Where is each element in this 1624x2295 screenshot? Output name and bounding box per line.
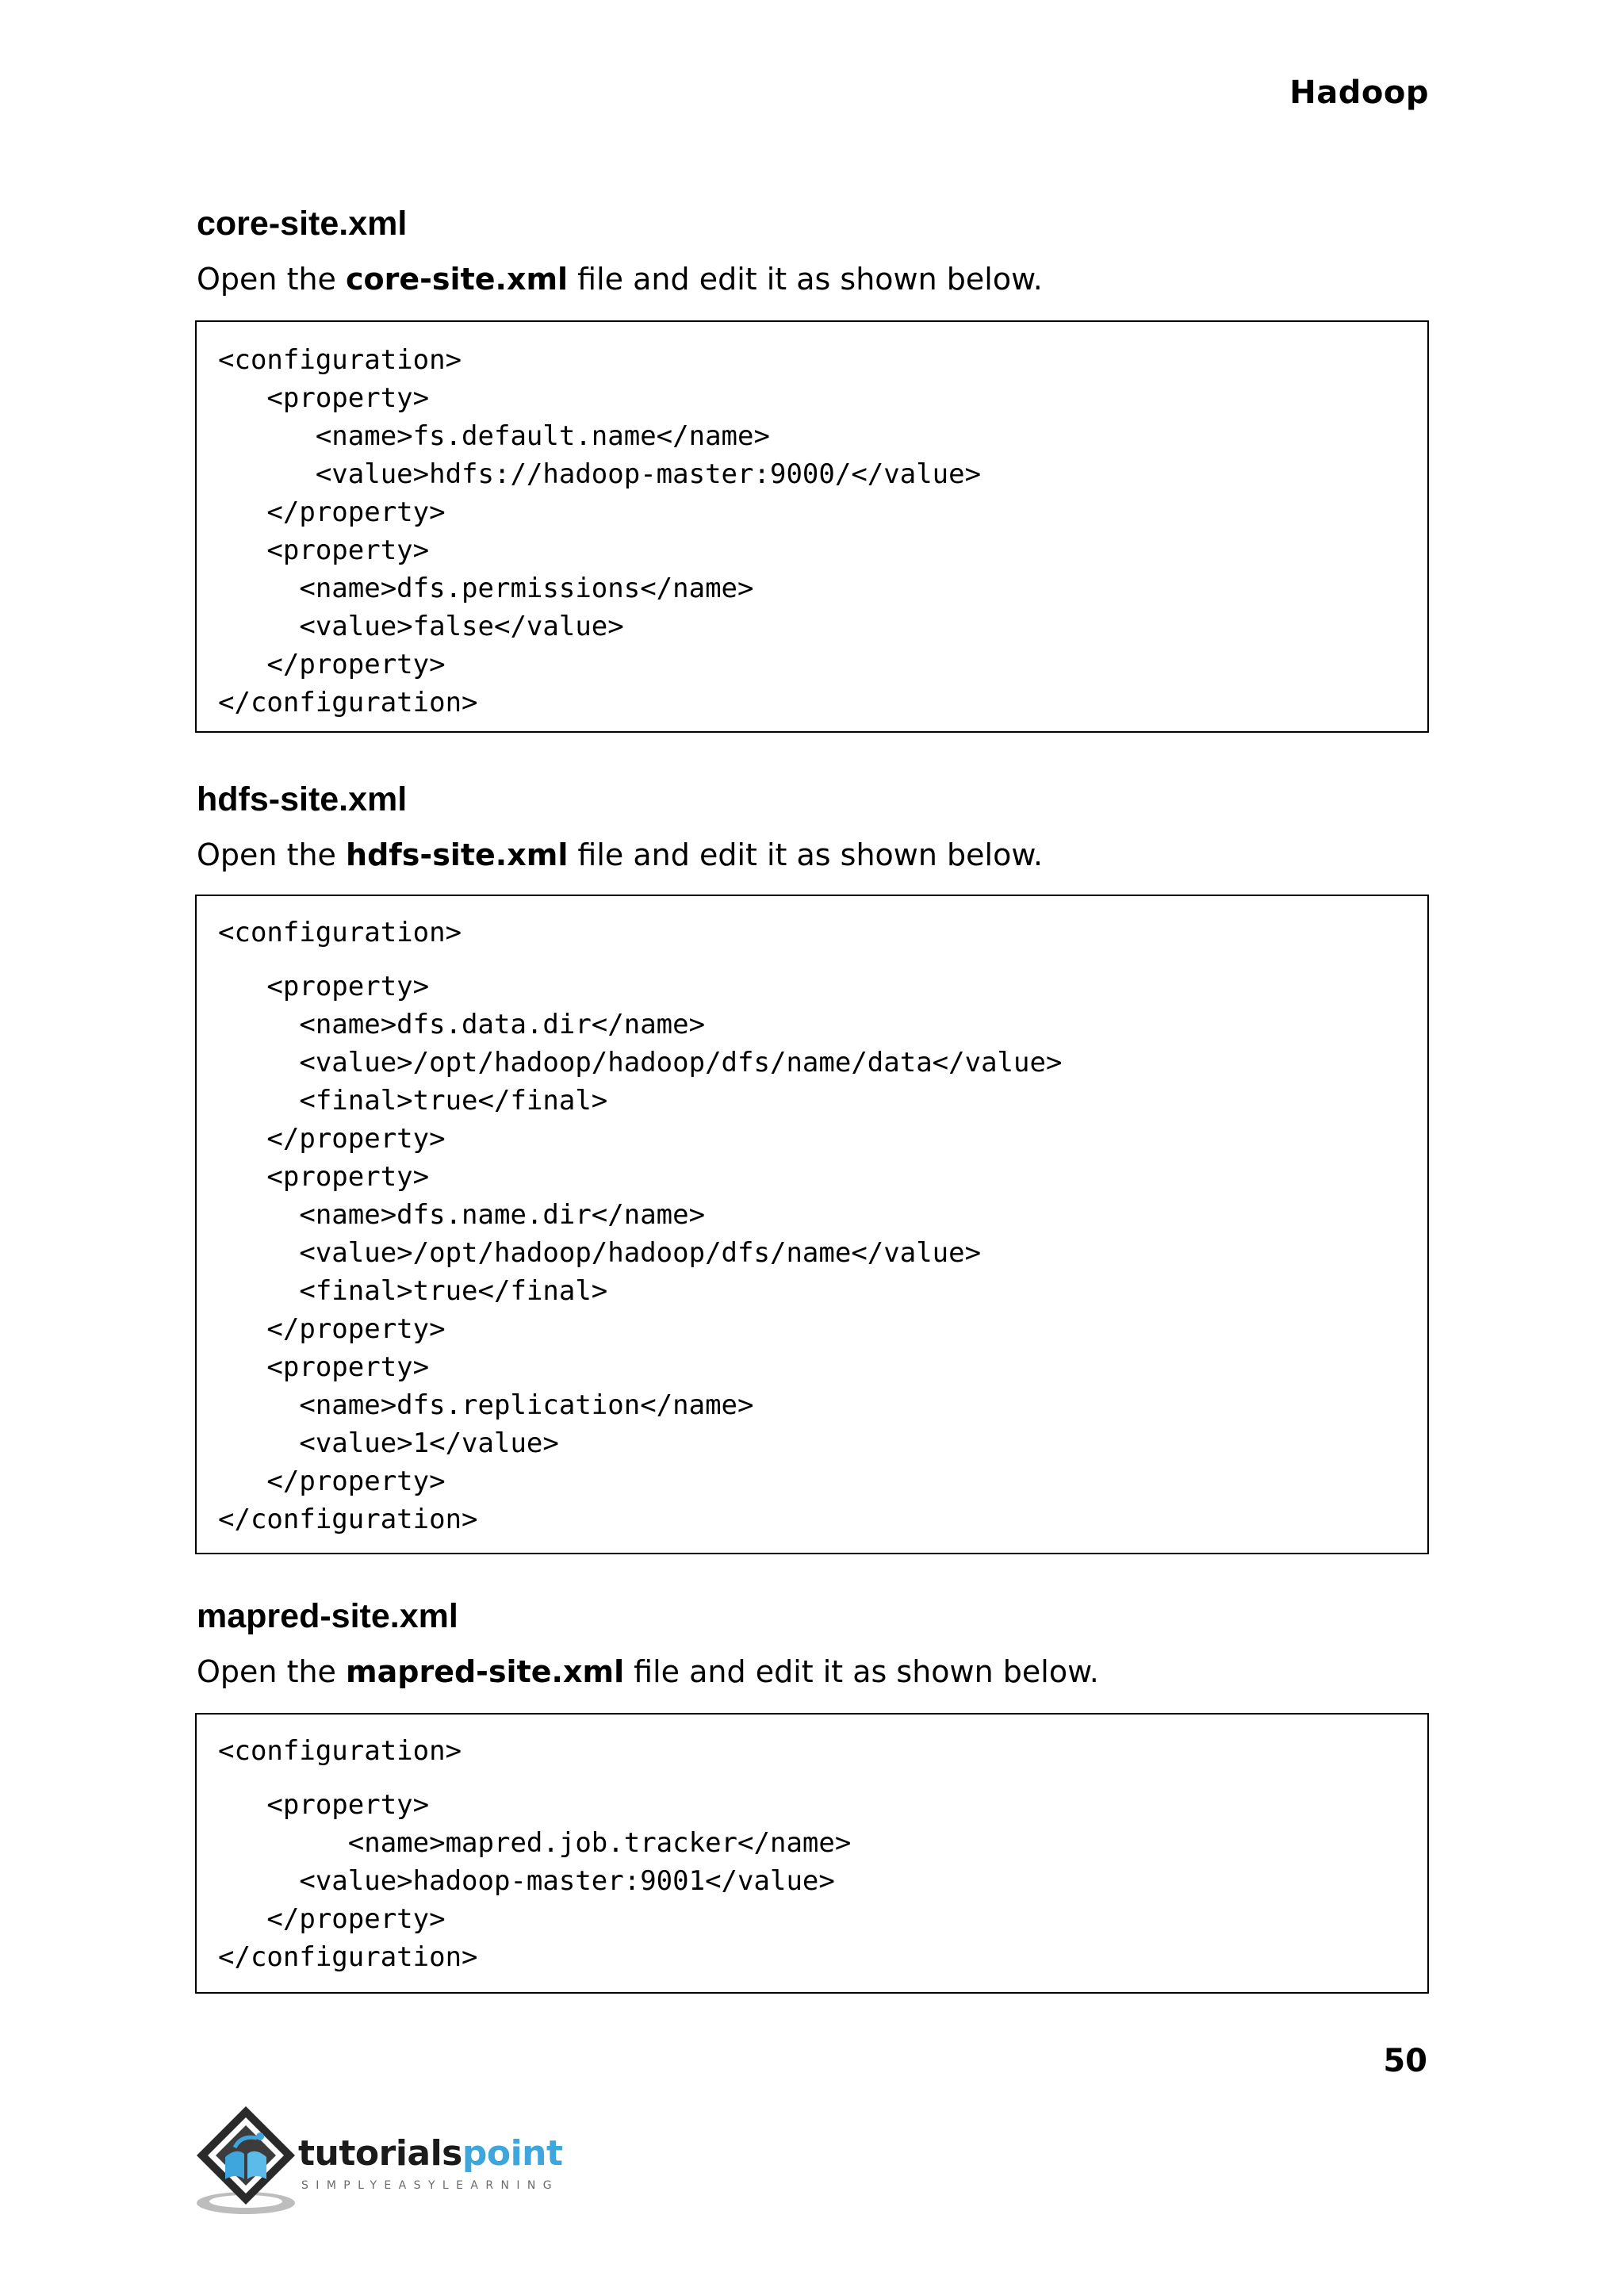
code-line: <final>true</final>	[218, 1085, 608, 1117]
section-heading-hdfs-site: hdfs-site.xml	[197, 780, 408, 818]
code-blank-line	[218, 952, 1427, 967]
logo-tagline: SIMPLYEASYLEARNING	[301, 2179, 559, 2192]
code-line: </property>	[218, 649, 446, 680]
code-line: <configuration>	[218, 344, 462, 376]
code-line: </property>	[218, 1903, 446, 1935]
code-line: <value>hdfs://hadoop-master:9000/</value>	[218, 458, 982, 490]
code-line: <property>	[218, 1351, 430, 1383]
code-line: <name>dfs.name.dir</name>	[218, 1199, 706, 1231]
code-line: <property>	[218, 382, 430, 414]
code-line: <value>hadoop-master:9001</value>	[218, 1865, 835, 1897]
code-line: <name>dfs.permissions</name>	[218, 573, 754, 604]
code-line: <final>true</final>	[218, 1275, 608, 1307]
code-blank-line	[218, 1770, 1427, 1786]
diamond-book-logo-icon	[193, 2102, 304, 2220]
section-heading-core-site: core-site.xml	[197, 205, 408, 243]
code-line: <configuration>	[218, 1735, 462, 1767]
section-intro-mapred-site: Open the mapred-site.xml file and edit it as shown below.	[197, 1654, 1099, 1689]
code-line: <value>/opt/hadoop/hadoop/dfs/name</value>	[218, 1237, 982, 1269]
code-line: <property>	[218, 971, 430, 1002]
code-line: <name>dfs.replication</name>	[218, 1389, 754, 1421]
code-line: </property>	[218, 1313, 446, 1345]
code-line: <value>false</value>	[218, 611, 624, 642]
code-line: <name>fs.default.name</name>	[218, 420, 770, 452]
code-line: <name>dfs.data.dir</name>	[218, 1009, 706, 1040]
code-line: </property>	[218, 1466, 446, 1497]
code-line: </property>	[218, 1123, 446, 1155]
tutorialspoint-logo	[193, 2102, 574, 2220]
code-line: </configuration>	[218, 1504, 478, 1535]
code-line: </configuration>	[218, 687, 478, 718]
code-line: <value>1</value>	[218, 1427, 559, 1459]
section-intro-hdfs-site: Open the hdfs-site.xml file and edit it as shown below.	[197, 837, 1044, 872]
code-block-hdfs-site	[195, 895, 1429, 1554]
code-block-core-site	[195, 320, 1429, 733]
running-header: Hadoop	[1289, 75, 1429, 111]
code-line: <configuration>	[218, 917, 462, 948]
code-line: <property>	[218, 1161, 430, 1193]
code-line: </property>	[218, 496, 446, 528]
code-line: <property>	[218, 1789, 430, 1821]
logo-wordmark: tutorialspoint	[298, 2133, 563, 2174]
section-heading-mapred-site: mapred-site.xml	[197, 1597, 458, 1635]
code-line: <name>mapred.job.tracker</name>	[218, 1827, 852, 1859]
code-block-mapred-site	[195, 1713, 1429, 1994]
code-line: </configuration>	[218, 1941, 478, 1973]
page-number: 50	[1383, 2043, 1427, 2079]
code-line: <property>	[218, 534, 430, 566]
section-intro-core-site: Open the core-site.xml file and edit it as shown below.	[197, 262, 1043, 297]
code-line: <value>/opt/hadoop/hadoop/dfs/name/data</value>	[218, 1047, 1063, 1079]
